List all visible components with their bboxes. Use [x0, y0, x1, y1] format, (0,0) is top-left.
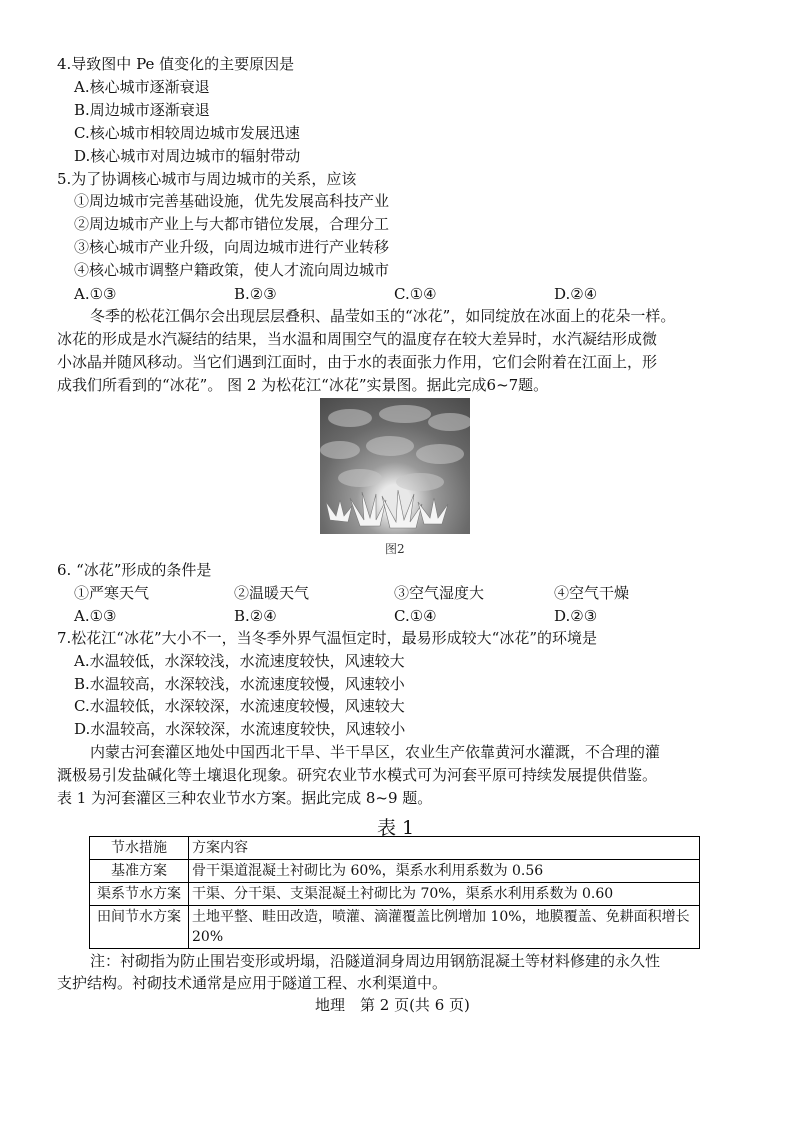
q6-option-b: B.②④	[234, 607, 277, 625]
q6-option-a: A.①③	[74, 607, 117, 625]
q5-option-c: C.①④	[394, 285, 437, 303]
table-header-cell: 方案内容	[189, 837, 700, 860]
q6-statement-2: ②温暖天气	[234, 584, 310, 602]
q7-option-b: B.水温较高，水深较浅，水流速度较慢，风速较小	[74, 675, 405, 693]
q5-statement-2: ②周边城市产业上与大都市错位发展，合理分工	[74, 215, 390, 233]
table-row	[90, 906, 700, 949]
passage2-line-2: 溉极易引发盐碱化等土壤退化现象。研究农业节水模式可为河套平原可持续发展提供借鉴。	[57, 766, 658, 784]
q6-stem: 6. “冰花”形成的条件是	[57, 561, 212, 579]
q6-statement-3: ③空气湿度大	[394, 584, 485, 602]
q7-option-c: C.水温较低，水深较深，水流速度较慢，风速较大	[74, 697, 405, 715]
q6-statement-1: ①严寒天气	[74, 584, 150, 602]
q5-option-b: B.②③	[234, 285, 277, 303]
q5-options	[74, 284, 714, 304]
water-saving-table	[89, 836, 700, 949]
q4-option-c: C.核心城市相较周边城市发展迅速	[74, 124, 300, 142]
q5-statement-3: ③核心城市产业升级，向周边城市进行产业转移	[74, 238, 390, 256]
passage1-line-3: 小冰晶并随风移动。当它们遇到江面时，由于水的表面张力作用，它们会附着在江面上，形	[57, 353, 658, 371]
q7-stem: 7.松花江“冰花”大小不一，当冬季外界气温恒定时，最易形成较大“冰花”的环境是	[57, 629, 597, 647]
passage1-line-2: 冰花的形成是水汽凝结的结果，当水温和周围空气的温度存在较大差异时，水汽凝结形成微	[57, 330, 658, 348]
q5-stem: 5.为了协调核心城市与周边城市的关系，应该	[57, 170, 357, 188]
q4-option-b: B.周边城市逐渐衰退	[74, 101, 210, 119]
q5-option-a: A.①③	[74, 285, 117, 303]
note-line-1: 注：衬砌指为防止围岩变形或坍塌，沿隧道洞身周边用钢筋混凝土等材料修建的永久性	[90, 952, 661, 970]
figure-caption: 图2	[385, 542, 405, 556]
q7-option-d: D.水温较高，水深较深，水流速度较快，风速较小	[74, 720, 406, 738]
table-header-row	[90, 837, 700, 860]
table-title: 表 1	[377, 817, 415, 839]
note-line-2: 支护结构。衬砌技术通常是应用于隧道工程、水利渠道中。	[57, 974, 448, 992]
q7-option-a: A.水温较低，水深较浅，水流速度较快，风速较大	[74, 652, 405, 670]
q6-option-d: D.②③	[554, 607, 598, 625]
q4-option-d: D.核心城市对周边城市的辐射带动	[74, 147, 301, 165]
table-cell: 土地平整、畦田改造，喷灌、滴灌覆盖比例增加 10%，地膜覆盖、免耕面积增长 20%	[189, 906, 700, 949]
q4-option-a: A.核心城市逐渐衰退	[74, 78, 210, 96]
passage1-line-1: 冬季的松花江偶尔会出现层层叠积、晶莹如玉的“冰花”，如同绽放在冰面上的花朵一样。	[90, 307, 676, 325]
passage2-line-1: 内蒙古河套灌区地处中国西北干旱、半干旱区，农业生产依靠黄河水灌溉，不合理的灌	[90, 743, 661, 761]
ice-flower-photo	[320, 398, 470, 534]
table-row	[90, 860, 700, 883]
q4-stem: 4.导致图中 Pe 值变化的主要原因是	[57, 55, 295, 73]
q6-statement-4: ④空气干燥	[554, 584, 630, 602]
passage2-line-3: 表 1 为河套灌区三种农业节水方案。据此完成 8~9 题。	[57, 789, 433, 807]
table-cell: 骨干渠道混凝土衬砌比为 60%，渠系水利用系数为 0.56	[189, 860, 700, 883]
table-cell: 基准方案	[90, 860, 189, 883]
q6-options	[74, 606, 714, 626]
table-cell: 干渠、分干渠、支渠混凝土衬砌比为 70%，渠系水利用系数为 0.60	[189, 883, 700, 906]
table-header-cell: 节水措施	[90, 837, 189, 860]
q5-option-d: D.②④	[554, 285, 598, 303]
q6-statements	[74, 583, 714, 603]
passage1-line-4: 成我们所看到的“冰花”。 图 2 为松花江“冰花”实景图。据此完成6~7题。	[57, 376, 549, 394]
table-cell: 渠系节水方案	[90, 883, 189, 906]
q5-statement-4: ④核心城市调整户籍政策，使人才流向周边城市	[74, 261, 390, 279]
page-footer: 地理 第 2 页(共 6 页)	[315, 996, 470, 1014]
q6-option-c: C.①④	[394, 607, 437, 625]
q5-statement-1: ①周边城市完善基础设施，优先发展高科技产业	[74, 192, 390, 210]
table-row	[90, 883, 700, 906]
table-cell: 田间节水方案	[90, 906, 189, 949]
